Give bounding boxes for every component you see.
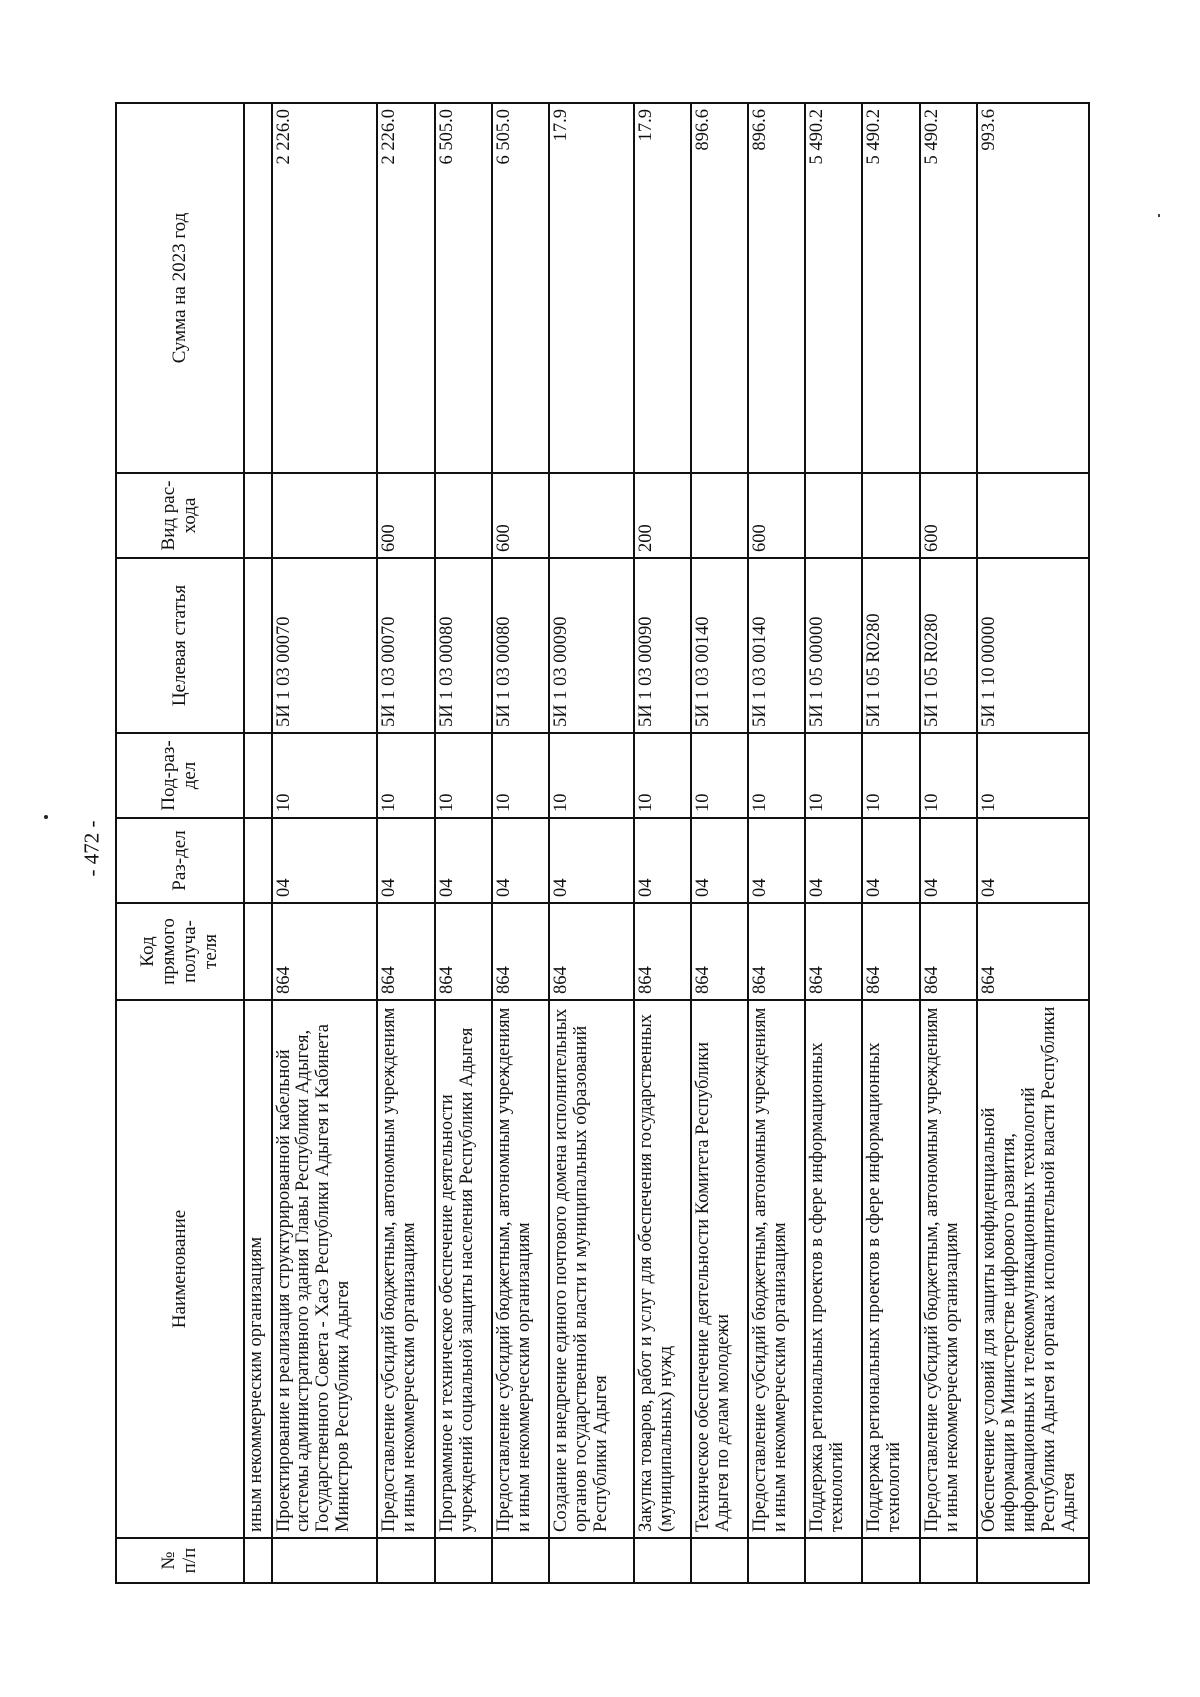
row-section-cell: 04 [435,818,492,903]
row-name-cell: Техническое обеспечение деятельности Комитета Республики Адыгея по делам молодежи [691,1000,748,1538]
row-sum-cell: 2 226.0 [377,103,434,473]
row-section-cell: 04 [492,818,549,903]
row-recipient-cell: 864 [634,903,691,1000]
row-recipient-cell: 864 [862,903,919,1000]
row-section-cell: 04 [748,818,805,903]
row-sum-cell: 17.9 [634,103,691,473]
row-section-cell: 04 [377,818,434,903]
table-row [549,103,634,1583]
row-expense-cell: 600 [492,473,549,558]
row-article-cell: 5И 1 05 00000 [805,558,862,733]
row-num-cell [244,1538,272,1583]
row-sum-cell: 17.9 [549,103,634,473]
table-row [244,103,272,1583]
header-sum: Сумма на 2023 год [116,103,244,473]
row-num-cell [920,1538,977,1583]
row-subsection-cell [244,733,272,818]
row-subsection-cell: 10 [805,733,862,818]
header-article: Целевая статья [116,558,244,733]
row-recipient-cell: 864 [492,903,549,1000]
row-num-cell [862,1538,919,1583]
row-name-cell: Проектирование и реализация структурированной кабельной системы административного здания Главы Республики Адыгея, Государственного Совета - Хасэ Республики Адыгея и Кабинета Министров Республики Адыгея [272,1000,378,1538]
row-section-cell: 04 [634,818,691,903]
row-name-cell: Предоставление субсидий бюджетным, автономным учреждениям и иным некоммерческим организациям [920,1000,977,1538]
row-sum-cell: 5 490.2 [862,103,919,473]
header-recipient: Код прямого получа-теля [116,903,244,1000]
row-expense-cell: 600 [377,473,434,558]
row-subsection-cell: 10 [492,733,549,818]
row-expense-cell [977,473,1089,558]
row-recipient-cell: 864 [377,903,434,1000]
table-row [492,103,549,1583]
row-recipient-cell: 864 [805,903,862,1000]
row-sum-cell: 5 490.2 [805,103,862,473]
header-num: № п/п [116,1538,244,1583]
row-article-cell: 5И 1 03 00080 [492,558,549,733]
row-num-cell [435,1538,492,1583]
table-row [805,103,862,1583]
row-article-cell: 5И 1 03 00080 [435,558,492,733]
row-num-cell [691,1538,748,1583]
row-subsection-cell: 10 [549,733,634,818]
row-subsection-cell: 10 [748,733,805,818]
budget-table-rotated [115,104,1090,1584]
row-section-cell: 04 [977,818,1089,903]
budget-table [115,102,1090,1584]
row-name-cell: Поддержка региональных проектов в сфере информационных технологий [862,1000,919,1538]
row-subsection-cell: 10 [377,733,434,818]
row-expense-cell [435,473,492,558]
row-subsection-cell: 10 [691,733,748,818]
row-name-cell: Закупка товаров, работ и услуг для обеспечения государственных (муниципальных) нужд [634,1000,691,1538]
table-row [691,103,748,1583]
row-name-cell: Создание и внедрение единого почтового домена исполнительных органов государственной власти и муниципальных образований Республики Адыгея [549,1000,634,1538]
row-num-cell [977,1538,1089,1583]
row-article-cell: 5И 1 03 00140 [691,558,748,733]
row-expense-cell [862,473,919,558]
row-article-cell: 5И 1 05 R0280 [920,558,977,733]
table-row [748,103,805,1583]
row-subsection-cell: 10 [634,733,691,818]
row-sum-cell: 5 490.2 [920,103,977,473]
table-row [920,103,977,1583]
row-article-cell [244,558,272,733]
row-recipient-cell: 864 [977,903,1089,1000]
row-num-cell [634,1538,691,1583]
row-name-cell: Предоставление субсидий бюджетным, автономным учреждениям и иным некоммерческим организациям [492,1000,549,1538]
row-expense-cell: 600 [920,473,977,558]
row-name-cell: Предоставление субсидий бюджетным, автономным учреждениям и иным некоммерческим организациям [748,1000,805,1538]
row-article-cell: 5И 1 03 00070 [272,558,378,733]
table-row [272,103,378,1583]
row-expense-cell [549,473,634,558]
row-subsection-cell: 10 [862,733,919,818]
row-num-cell [492,1538,549,1583]
table-row [862,103,919,1583]
row-name-cell: Поддержка региональных проектов в сфере информационных технологий [805,1000,862,1538]
row-section-cell: 04 [272,818,378,903]
table-row [634,103,691,1583]
table-row [977,103,1089,1583]
row-section-cell: 04 [691,818,748,903]
row-subsection-cell: 10 [977,733,1089,818]
header-name: Наименование [116,1000,244,1538]
row-recipient-cell: 864 [920,903,977,1000]
row-name-cell: иным некоммерческим организациям [244,1000,272,1538]
row-section-cell: 04 [549,818,634,903]
row-name-cell: Предоставление субсидий бюджетным, автономным учреждениям и иным некоммерческим организациям [377,1000,434,1538]
header-subsection: Под-раз-дел [116,733,244,818]
row-article-cell: 5И 1 03 00140 [748,558,805,733]
row-section-cell [244,818,272,903]
row-num-cell [805,1538,862,1583]
row-num-cell [377,1538,434,1583]
row-subsection-cell: 10 [272,733,378,818]
row-sum-cell: 993.6 [977,103,1089,473]
row-sum-cell: 2 226.0 [272,103,378,473]
stray-mark [1158,214,1160,217]
row-expense-cell [244,473,272,558]
row-subsection-cell: 10 [920,733,977,818]
row-article-cell: 5И 1 03 00090 [549,558,634,733]
row-section-cell: 04 [862,818,919,903]
page-number: - 472 - [79,820,104,877]
row-sum-cell: 896.6 [691,103,748,473]
row-subsection-cell: 10 [435,733,492,818]
row-article-cell: 5И 1 03 00090 [634,558,691,733]
row-num-cell [272,1538,378,1583]
row-section-cell: 04 [920,818,977,903]
table-row [435,103,492,1583]
table-header-row [116,103,244,1583]
row-sum-cell [244,103,272,473]
stray-mark [44,815,48,819]
row-recipient-cell: 864 [272,903,378,1000]
row-sum-cell: 6 505.0 [492,103,549,473]
row-recipient-cell: 864 [691,903,748,1000]
row-expense-cell: 600 [748,473,805,558]
row-num-cell [549,1538,634,1583]
row-section-cell: 04 [805,818,862,903]
row-expense-cell [272,473,378,558]
row-name-cell: Обеспечение условий для защиты конфиденциальной информации в Министерстве цифрового развития, информационных и телекоммуникационных технологий Республики Адыгея и органах исполнительной власти Республики Адыгея [977,1000,1089,1538]
row-sum-cell: 6 505.0 [435,103,492,473]
row-recipient-cell: 864 [435,903,492,1000]
row-recipient-cell: 864 [748,903,805,1000]
row-sum-cell: 896.6 [748,103,805,473]
row-recipient-cell [244,903,272,1000]
table-body [244,103,1089,1583]
row-recipient-cell: 864 [549,903,634,1000]
row-expense-cell: 200 [634,473,691,558]
row-article-cell: 5И 1 10 00000 [977,558,1089,733]
row-expense-cell [691,473,748,558]
row-article-cell: 5И 1 03 00070 [377,558,434,733]
header-expense: Вид рас-хода [116,473,244,558]
row-article-cell: 5И 1 05 R0280 [862,558,919,733]
row-name-cell: Программное и техническое обеспечение деятельности учреждений социальной защиты населения Республики Адыгея [435,1000,492,1538]
table-row [377,103,434,1583]
row-num-cell [748,1538,805,1583]
row-expense-cell [805,473,862,558]
header-section: Раз-дел [116,818,244,903]
